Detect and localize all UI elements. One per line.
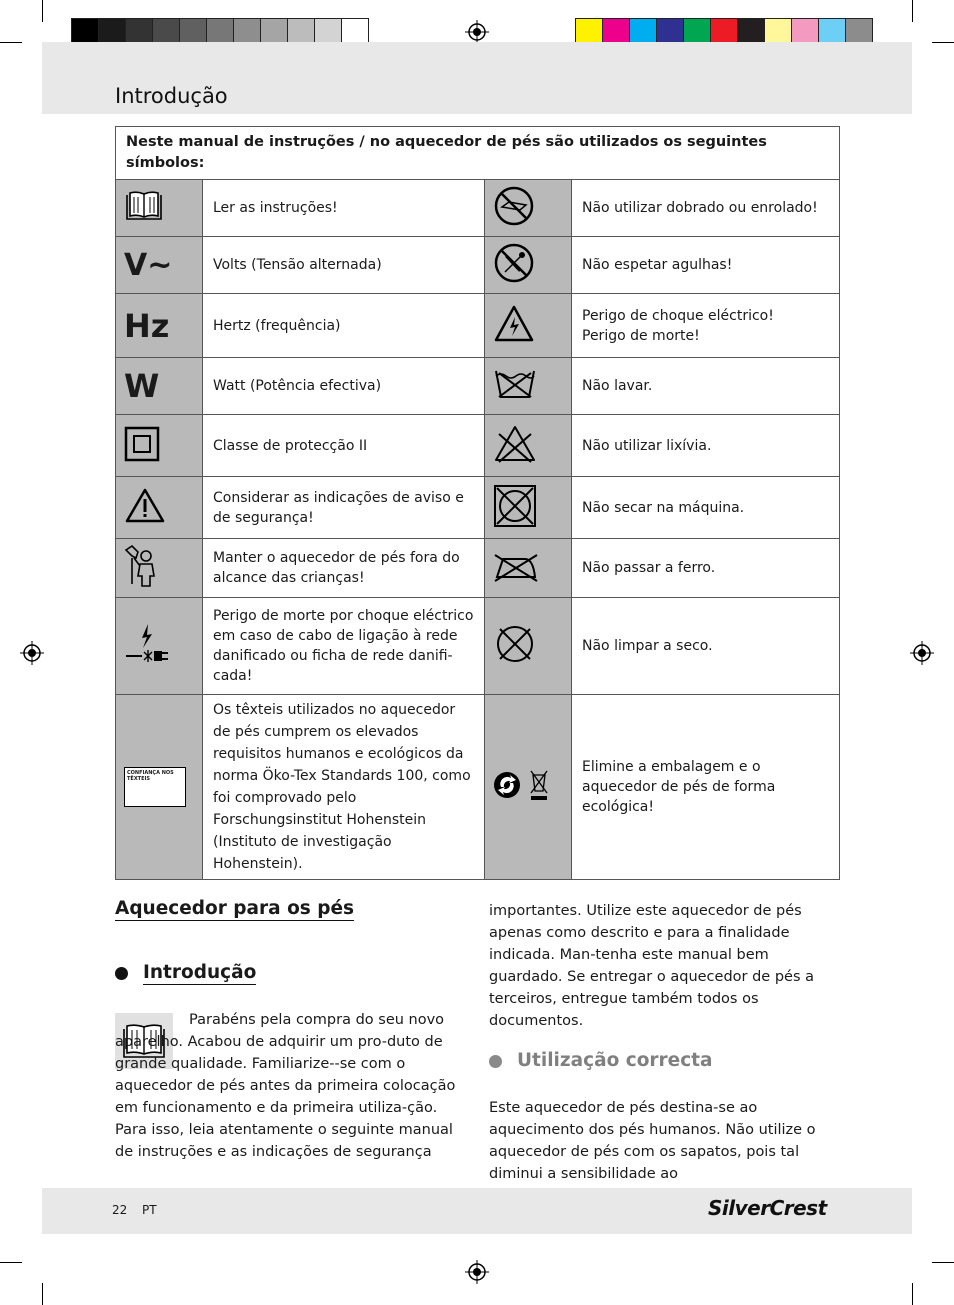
symbol-label: Não lavar. (572, 358, 840, 415)
crop-mark (0, 42, 22, 43)
hertz-symbol (116, 294, 203, 358)
crop-mark (912, 0, 913, 22)
table-row (116, 477, 840, 539)
intro-title: Introdução (143, 962, 257, 983)
symbol-label: Hertz (frequência) (203, 294, 485, 358)
symbol-label: Watt (Potência efectiva) (203, 358, 485, 415)
table-row (116, 695, 840, 880)
table-row (116, 237, 840, 294)
symbols-table (115, 126, 840, 880)
table-heading: Neste manual de instruções / no aquecedor de pés são utilizados os seguintes símbolos: (116, 127, 840, 180)
symbol-label: Não espetar agulhas! (572, 237, 840, 294)
oeko-tex-label: CONFIANÇA NOS TÊXTEIS (124, 767, 186, 807)
continuation-paragraph: importantes. Utilize este aquecedor de pés apenas como descrito e para a finalidade indicada. Man-tenha este manual bem guardado. Se entregar o aquecedor de pés a terceiros, entregue também todos os documentos. (489, 903, 814, 1029)
page-number: 22 (112, 1203, 128, 1217)
keep-from-children-icon (116, 539, 203, 598)
symbol-label: Volts (Tensão alternada) (203, 237, 485, 294)
symbol-label: Perigo de choque eléctrico! Perigo de morte! (572, 294, 840, 358)
symbol-label: Manter o aquecedor de pés fora do alcance das crianças! (203, 539, 485, 598)
symbol-label: Não utilizar dobrado ou enrolado! (572, 180, 840, 237)
no-iron-icon (485, 539, 572, 598)
no-bleach-icon (485, 415, 572, 477)
watt-symbol (116, 358, 203, 415)
watt-symbol-text: W (124, 367, 160, 405)
crop-mark (912, 1283, 913, 1305)
intro-paragraph: Parabéns pela compra do seu novo aparelho. Acabou de adquirir um pro-duto de grande qualidade. Familiarize--se com o aquecedor de pés antes da primeira colocação em funcionamento e da primeira utiliza-ção. Para isso, leia atentamente o seguinte manual de instruções e as indicações de segurança (115, 1012, 456, 1160)
language-code: PT (142, 1203, 157, 1217)
symbol-label: Não utilizar lixívia. (572, 415, 840, 477)
book-icon (116, 180, 203, 237)
table-row (116, 598, 840, 695)
table-row (116, 180, 840, 237)
hertz-symbol-text: Hz (124, 306, 170, 345)
table-row (116, 358, 840, 415)
no-tumble-dry-icon (485, 477, 572, 539)
brand-logo: SilverCrest (708, 1196, 827, 1220)
registration-mark-icon (465, 1260, 489, 1284)
symbol-label: Perigo de morte por choque eléctrico em caso de cabo de ligação à rede danificado ou ficha de rede danifi-cada! (203, 598, 485, 695)
symbol-label: Os têxteis utilizados no aquecedor de pés cumprem os elevados requisitos humanos e ecológicos da norma Öko-Tex Standards 100, como foi comprovado pelo Forschungsinstitut Hohenstein (Instituto de investigação Hohenstein). (203, 695, 485, 880)
crop-mark (0, 1262, 22, 1263)
table-header-row (116, 127, 840, 180)
volts-ac-symbol (116, 237, 203, 294)
crop-mark (932, 1262, 954, 1263)
symbol-label: Não secar na máquina. (572, 477, 840, 539)
crop-mark (932, 42, 954, 43)
bullet-icon (115, 967, 128, 980)
table-row (116, 415, 840, 477)
symbol-label: Considerar as indicações de aviso e de segurança! (203, 477, 485, 539)
crop-mark (42, 1283, 43, 1305)
no-pins-icon (485, 237, 572, 294)
no-fold-icon (485, 180, 572, 237)
no-wash-icon (485, 358, 572, 415)
recycling-icon (485, 695, 572, 880)
class-ii-icon (116, 415, 203, 477)
warning-icon (116, 477, 203, 539)
volts-ac-symbol-text: V~ (124, 247, 173, 283)
crop-mark (42, 0, 43, 22)
symbol-label: Ler as instruções! (203, 180, 485, 237)
table-row (116, 294, 840, 358)
symbol-label: Elimine a embalagem e o aquecedor de pés de forma ecológica! (572, 695, 840, 880)
bullet-icon (489, 1055, 502, 1068)
registration-mark-icon (20, 641, 44, 665)
no-dry-clean-icon (485, 598, 572, 695)
page-title: Introdução (115, 84, 228, 108)
symbol-label: Classe de protecção II (203, 415, 485, 477)
registration-mark-icon (465, 20, 489, 44)
section-title: Aquecedor para os pés (115, 898, 355, 919)
symbol-label: Não passar a ferro. (572, 539, 840, 598)
registration-mark-icon (910, 641, 934, 665)
use-paragraph: Este aquecedor de pés destina-se ao aquecimento dos pés humanos. Não utilize o aquecedor de pés com os sapatos, pois tal diminui a sensibilidade ao (489, 1100, 816, 1182)
oeko-tex-label-icon (116, 695, 203, 880)
table-row (116, 539, 840, 598)
symbol-label: Não limpar a seco. (572, 598, 840, 695)
damaged-cable-icon (116, 598, 203, 695)
use-title: Utilização correcta (517, 1050, 713, 1071)
shock-warning-icon (485, 294, 572, 358)
